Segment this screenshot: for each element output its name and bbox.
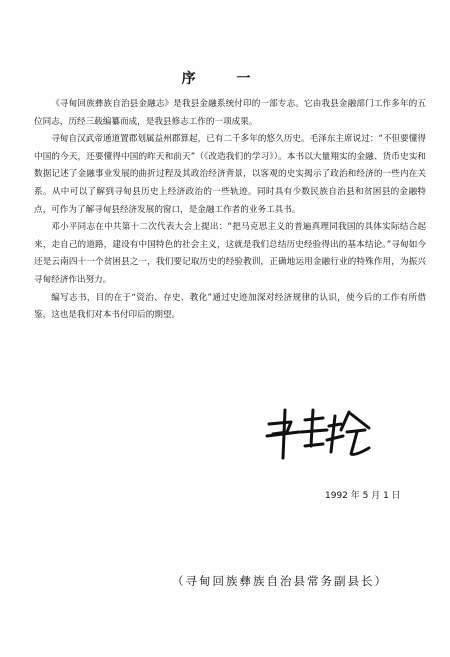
paragraph-2: 寻甸自汉武帝通道置郡划属益州郡算起，已有二千多年的悠久历史。毛泽东主席说过：“不但要懂得中国的今天，还要懂得中国的昨天和前天”（《改造我们的学习》）。本书以大量翔实的金融、货币史实和数据记述了金融事业发展的曲折过程及其政治经济背景，以客观的史实揭示了政治和经济的一些内在关系。从中可以了解到寻甸县历史上经济政治的一些轨迹。同时具有少数民族自治县和贫困县的金融特点，可作为了解寻甸县经济发展的窗口，是金融工作者的业务工具书。 (34, 134, 426, 215)
paragraph-4: 编写志书，目的在于“资治、存史、教化”通过史迹加深对经济规律的认识，使今后的工作有所借鉴，这也是我们对本书付印后的期望。 (34, 292, 426, 321)
paragraph-3: 邓小平同志在中共第十二次代表大会上提出：“把马克思主义的普遍真理同我国的具体实际结合起来，走自己的道路，建设有中国特色的社会主义，这就是我们总结历史经验得出的基本结论。”寻甸如今还是云南四十一个贫困县之一，我们要记取历史的经验教训，正确地运用金融行业的特殊作用，为振兴寻甸经济作出努力。 (34, 222, 426, 285)
preface-date: 1992 年 5 月 1 日 (325, 491, 401, 501)
preface-body (34, 96, 426, 325)
author-title: （寻甸回族彝族自治县常务副县长） (172, 574, 388, 588)
handwritten-signature (265, 402, 385, 472)
paragraph-1: 《寻甸回族彝族自治县金融志》是我县金融系统付印的一部专志。它由我县金融部门工作多年的五位同志，历经三载编纂而成，是我县修志工作的一项成果。 (34, 99, 426, 127)
preface-title: 序 一 (181, 71, 269, 87)
